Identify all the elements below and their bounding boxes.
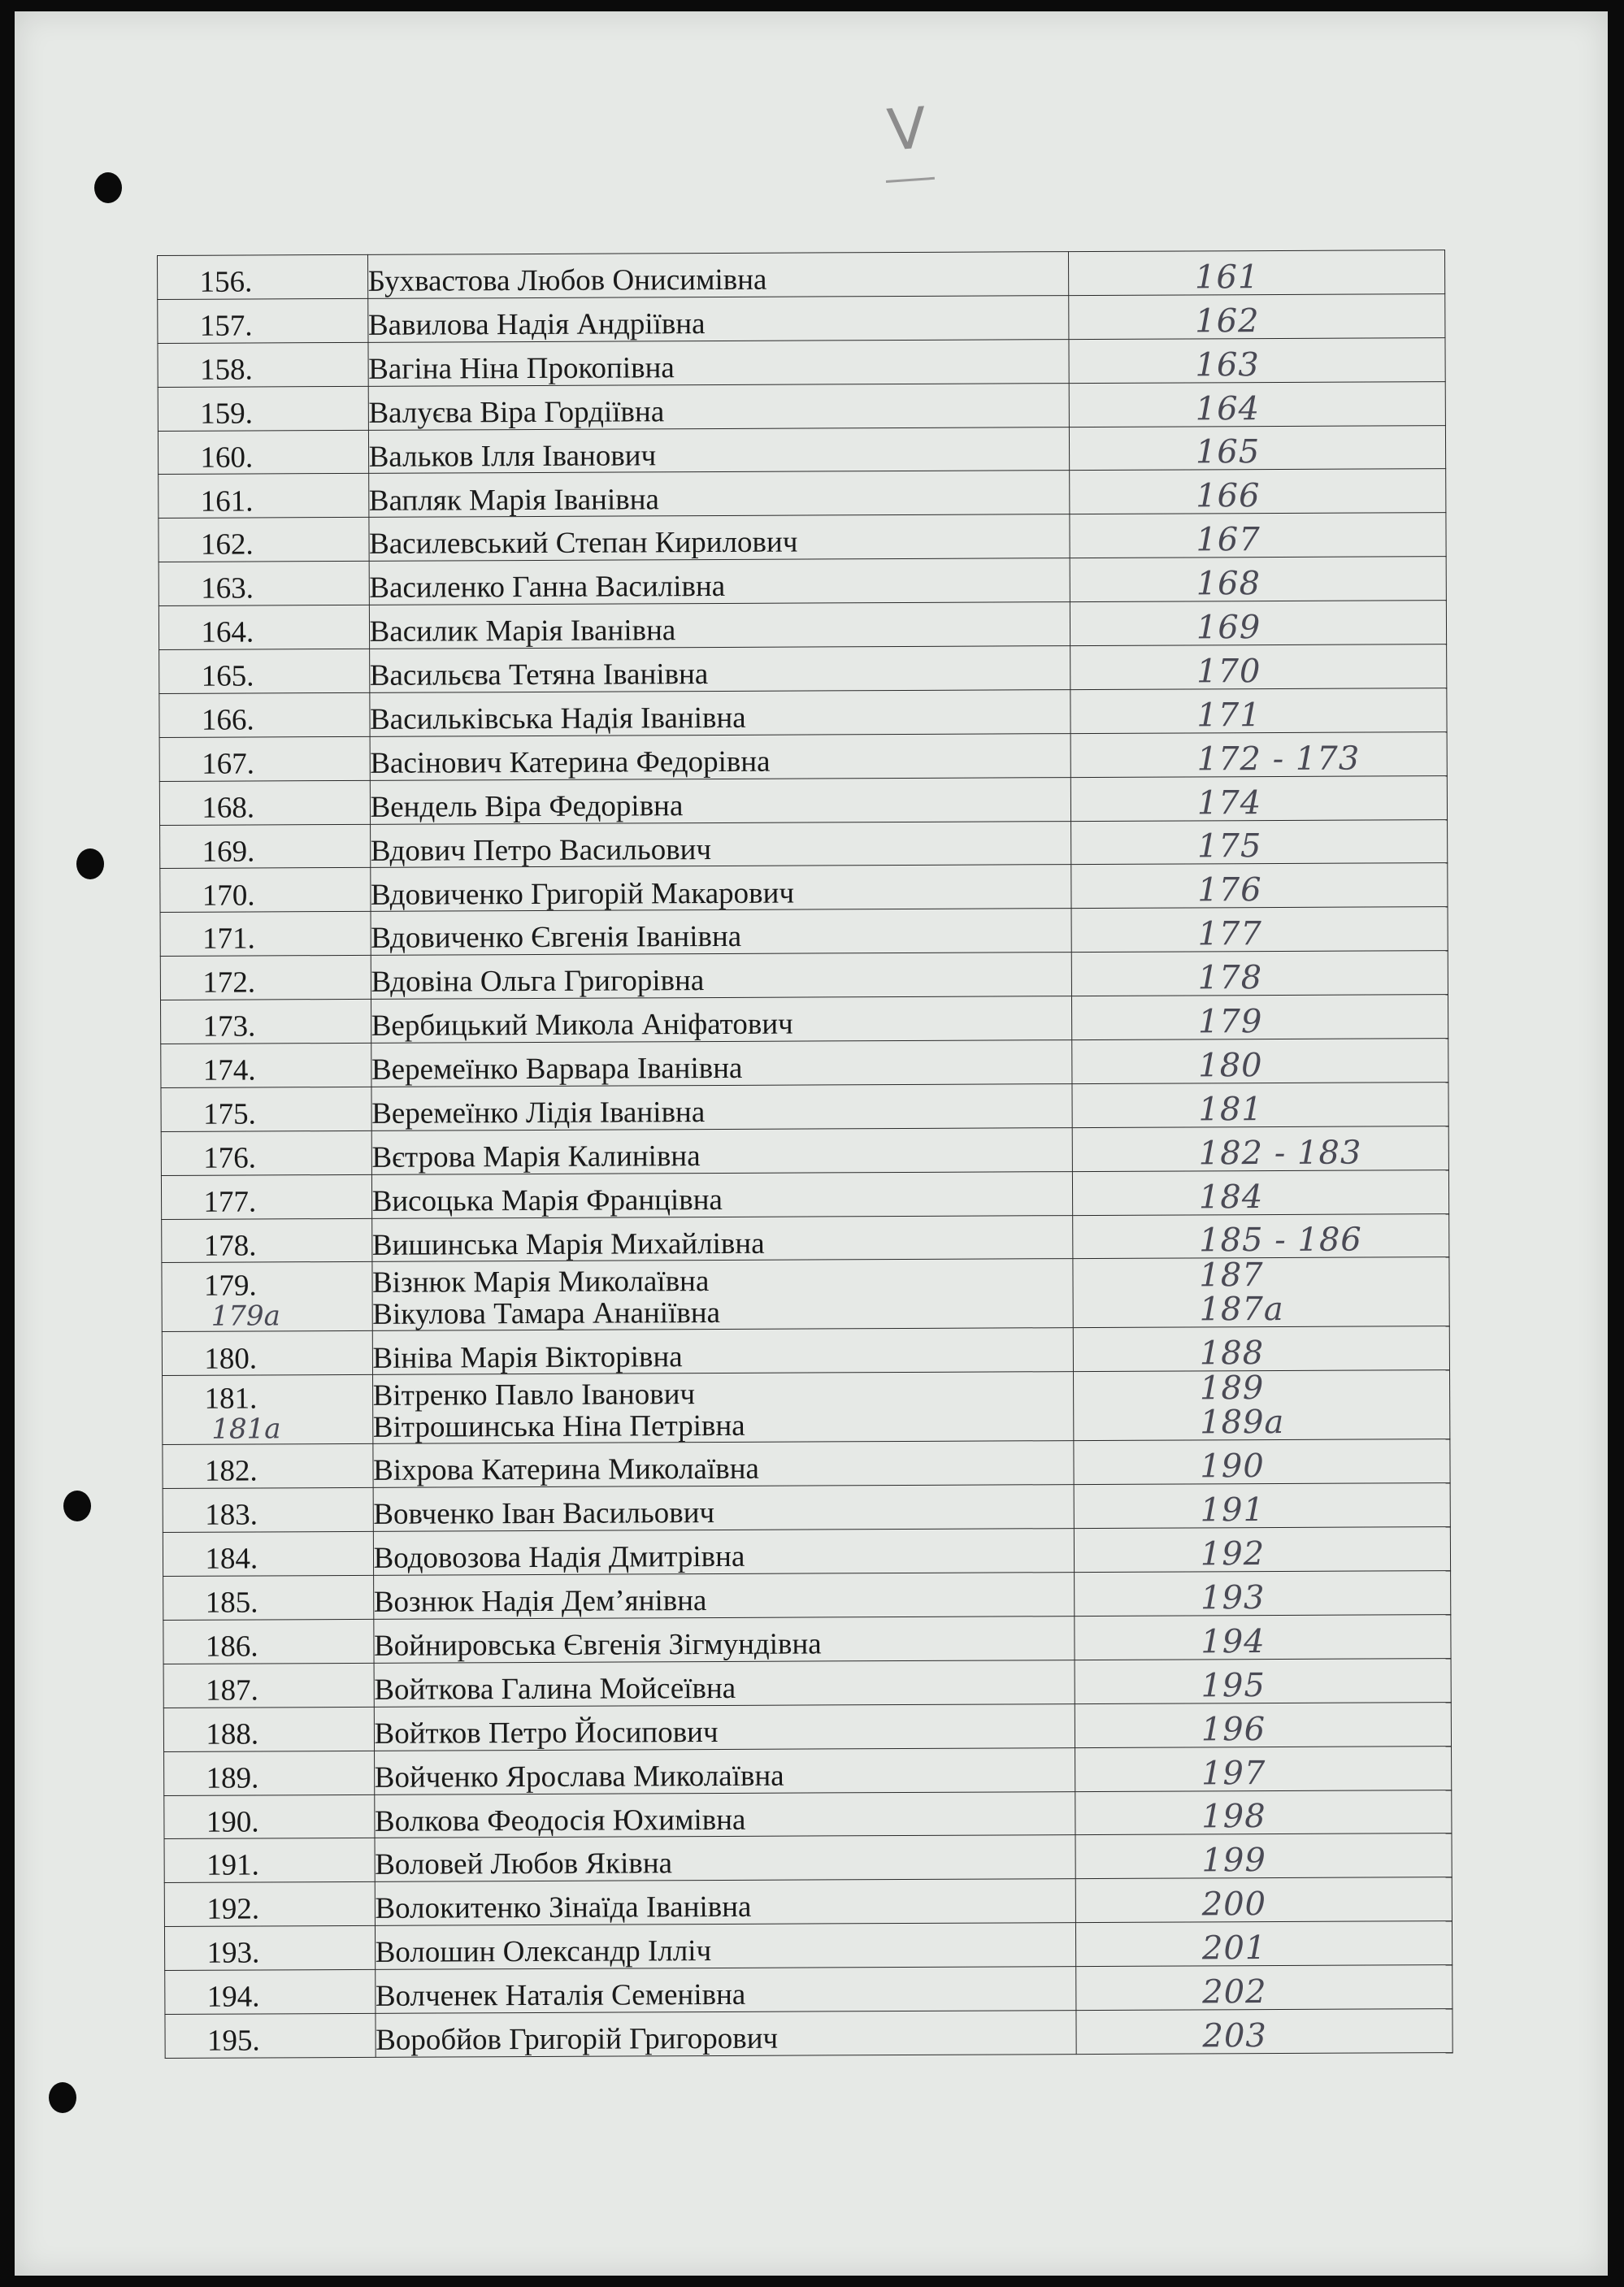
row-number-cell: [164, 1838, 375, 1883]
row-number: 170.: [202, 878, 255, 913]
person-name-cell: [369, 690, 1070, 737]
table-row: [162, 1213, 1449, 1263]
person-name-cell: [375, 1835, 1076, 1882]
row-number-cell: [161, 1130, 371, 1175]
handwritten-page-number: 193: [1200, 1579, 1266, 1617]
person-name-cell: [368, 383, 1070, 430]
handwritten-page-number: 198: [1201, 1798, 1266, 1836]
person-name: Вагіна Ніна Прокопівна: [368, 351, 675, 386]
table-row: [161, 1082, 1448, 1131]
page-number-cell: [1070, 775, 1447, 821]
table-row: [161, 1170, 1448, 1219]
table-row: [164, 1834, 1452, 1883]
names-registry-table: [157, 250, 1453, 2059]
page-number-cell: [1075, 1790, 1452, 1835]
table-row: [160, 863, 1448, 913]
page-number-cell: [1070, 688, 1447, 733]
row-number-cell: [163, 1444, 373, 1489]
page-number-cell: [1071, 907, 1448, 953]
handwritten-page-number: 162: [1195, 302, 1260, 341]
handwritten-page-number: 191: [1200, 1491, 1266, 1530]
handwritten-page-number: 202: [1202, 1973, 1267, 2011]
handwritten-page-number: 188: [1199, 1334, 1265, 1373]
row-number: 167.: [202, 747, 254, 781]
page-number-cell: [1074, 1483, 1450, 1529]
person-name: Вікулова Тамара Ананіївна: [372, 1295, 721, 1331]
handwritten-page-number: 167: [1196, 521, 1261, 559]
page-number-cell: [1074, 1527, 1450, 1573]
handwritten-page-number: 179: [1197, 1003, 1263, 1041]
person-name: Вдовіна Ольга Григорівна: [371, 964, 705, 1000]
handwritten-page-number: 172 - 173: [1196, 740, 1361, 779]
person-name-cell: [369, 646, 1070, 693]
person-name-cell: [375, 1967, 1076, 2014]
person-name-cell: [370, 733, 1071, 780]
table-row: [164, 1877, 1452, 1927]
page-number-cell: [1075, 1746, 1451, 1791]
row-number-cell: [163, 1663, 374, 1708]
row-number: 163.: [201, 571, 254, 606]
handwritten-page-number: 163: [1195, 345, 1260, 384]
person-name: Вєтрова Марія Калинівна: [371, 1139, 701, 1174]
row-number-cell: [163, 1575, 374, 1620]
row-number-cell: [162, 1331, 372, 1376]
page-number-cell: [1073, 1326, 1449, 1372]
handwritten-page-number: 189: [1199, 1369, 1265, 1408]
person-name: Бухвастова Любов Онисимівна: [367, 263, 767, 298]
table-row: [163, 1658, 1451, 1708]
person-name: Войченко Ярослава Миколаївна: [374, 1759, 784, 1794]
row-number-cell: [158, 298, 368, 343]
person-name: Василевський Степан Кирилович: [369, 525, 798, 562]
row-number-cell: [160, 956, 371, 1000]
person-name: Вдович Петро Васильович: [370, 832, 712, 868]
page-number-cell: [1073, 1213, 1449, 1259]
page-number-cell: [1074, 1439, 1450, 1485]
table-row: [163, 1527, 1450, 1577]
person-name: Воробйов Григорій Григорович: [376, 2021, 779, 2057]
handwritten-page-number: 187: [1199, 1256, 1264, 1295]
row-number: 174.: [202, 1053, 256, 1087]
row-number-cell: [163, 1488, 373, 1533]
handwritten-page-number: 169: [1196, 609, 1261, 647]
handwritten-page-number: 197: [1201, 1754, 1266, 1792]
row-number: 193.: [206, 1936, 260, 1970]
table-row: [164, 1790, 1452, 1839]
page-number-cell: [1072, 1126, 1448, 1171]
row-number: 195.: [206, 2024, 260, 2058]
handwritten-page-number: 196: [1201, 1710, 1266, 1749]
person-name: Валуєва Віра Гордіївна: [368, 394, 665, 430]
person-name-cell: [376, 2011, 1077, 2058]
person-name: Вальков Ілля Іванович: [368, 438, 657, 474]
page-number-cell: [1069, 381, 1445, 427]
person-name-cell: [371, 1259, 1073, 1331]
page-number-cell: [1070, 557, 1446, 602]
page-number-cell: [1070, 513, 1446, 558]
table-row: [158, 381, 1445, 431]
row-number: 178.: [203, 1229, 257, 1263]
row-number-cell: [165, 2013, 376, 2058]
handwritten-page-number: 184: [1198, 1178, 1264, 1217]
table-row: [163, 1615, 1451, 1664]
person-name-cell: [375, 1879, 1076, 1926]
person-name: Войнировська Євгенія Зігмундівна: [373, 1627, 822, 1663]
row-number-cell: [159, 780, 370, 825]
page-number-cell: [1075, 1921, 1452, 1967]
page-number-cell: [1072, 1039, 1448, 1084]
table-row: [159, 688, 1447, 737]
row-number: 177.: [203, 1185, 257, 1219]
row-number: 156.: [199, 265, 253, 299]
handwritten-page-number: 190: [1200, 1447, 1265, 1486]
person-name-cell: [374, 1660, 1075, 1707]
handwritten-page-number: 175: [1196, 827, 1262, 866]
row-number: 161.: [200, 484, 254, 519]
page-number-cell: [1076, 1965, 1452, 2011]
person-name: Веремеїнко Лідія Іванівна: [371, 1096, 706, 1130]
table-row: [158, 250, 1445, 300]
table-row: [165, 2009, 1452, 2059]
handwritten-page-number: 176: [1197, 871, 1262, 909]
page-number-cell: [1075, 1658, 1451, 1703]
page-number-cell: [1069, 425, 1445, 471]
page-number-cell: [1075, 1615, 1451, 1660]
row-number: 168.: [202, 791, 255, 825]
person-name: Вініва Марія Вікторівна: [372, 1339, 683, 1375]
handwritten-page-number: 185 - 186: [1199, 1222, 1362, 1260]
page-number-cell: [1071, 951, 1448, 996]
handwritten-check-mark: V: [885, 99, 931, 191]
page-number-cell: [1069, 337, 1445, 383]
row-number: 158.: [199, 353, 253, 387]
table-row: [158, 513, 1446, 562]
row-number: 166.: [201, 703, 254, 737]
person-name: Вендель Віра Федорівна: [370, 788, 684, 824]
table-row: [159, 731, 1447, 781]
row-number-cell: [164, 1751, 375, 1795]
page-number-cell: [1070, 819, 1447, 865]
row-number-cell: [164, 1882, 375, 1927]
page-number-cell: [1071, 863, 1448, 909]
handwritten-page-number: 171: [1196, 696, 1261, 735]
row-number: 159.: [200, 397, 254, 431]
table-row: [158, 469, 1446, 519]
page-number-cell: [1070, 469, 1446, 514]
table-row: [158, 337, 1445, 387]
person-name-cell: [372, 1328, 1074, 1375]
person-name-cell: [371, 909, 1072, 956]
person-name: Вітрошинська Ніна Петрівна: [372, 1408, 745, 1444]
person-name: Вербицький Микола Аніфатович: [371, 1007, 793, 1044]
row-number: 185.: [205, 1586, 258, 1620]
person-name: Василенко Ганна Василівна: [369, 570, 726, 605]
row-number: 157.: [199, 309, 253, 343]
row-number-cell: [161, 1174, 371, 1219]
handwritten-page-number: 165: [1195, 433, 1261, 471]
handwritten-page-number: 181: [1198, 1090, 1263, 1129]
person-name-cell: [369, 558, 1070, 605]
page-number-cell: [1068, 250, 1444, 296]
page-number-cell: [1069, 293, 1445, 339]
row-number: 194.: [206, 1980, 260, 2014]
row-number: 173.: [202, 1009, 256, 1044]
person-name-cell: [370, 865, 1071, 912]
person-name: Вовченко Іван Васильович: [373, 1496, 715, 1532]
row-number-cell: [163, 1375, 373, 1445]
person-name-cell: [374, 1703, 1075, 1751]
table-row: [163, 1702, 1451, 1751]
table-row: [160, 907, 1448, 957]
page-number-cell: [1070, 731, 1447, 777]
row-number-cell: [158, 254, 368, 299]
row-number-cell: [158, 518, 369, 562]
handwritten-page-number: 187а: [1199, 1291, 1284, 1329]
row-number-cell: [158, 386, 368, 431]
person-name: Вишинська Марія Михайлівна: [371, 1226, 765, 1262]
page-number-cell: [1073, 1370, 1450, 1441]
row-number: 182.: [204, 1454, 258, 1489]
person-name: Водовозова Надія Дмитрівна: [373, 1540, 745, 1576]
punch-hole: [63, 1491, 91, 1521]
person-name-cell: [373, 1573, 1075, 1620]
person-name-cell: [368, 471, 1070, 518]
row-number: 175.: [202, 1097, 256, 1131]
person-name-cell: [368, 427, 1070, 474]
page-number-cell: [1076, 2009, 1452, 2055]
row-number-cell: [160, 824, 371, 869]
person-name: Войтков Петро Йосипович: [374, 1715, 719, 1751]
row-number-cell: [158, 342, 368, 387]
page-number-cell: [1075, 1877, 1452, 1923]
person-name: Візнюк Марія Миколаївна: [371, 1264, 710, 1300]
row-number: 162.: [200, 527, 254, 562]
person-name-cell: [371, 1171, 1073, 1218]
row-number-cell: [161, 1043, 371, 1087]
row-number: 172.: [202, 966, 256, 1000]
row-number-cell: [162, 1262, 372, 1332]
row-number-cell: [159, 692, 370, 737]
person-name-cell: [369, 602, 1070, 649]
handwritten-page-number: 177: [1197, 915, 1262, 953]
person-name-cell: [372, 1441, 1074, 1488]
handwritten-page-number: 168: [1196, 565, 1261, 603]
handwritten-page-number: 182 - 183: [1198, 1134, 1362, 1173]
handwritten-page-number: 170: [1196, 652, 1261, 691]
handwritten-page-number: 174: [1196, 783, 1262, 822]
person-name: Васильківська Надія Іванівна: [369, 701, 746, 736]
handwritten-page-number: 199: [1201, 1842, 1266, 1880]
row-number-cell: [163, 1532, 373, 1577]
person-name-cell: [372, 1372, 1074, 1444]
page-number-cell: [1075, 1702, 1451, 1747]
row-number-cell: [158, 430, 368, 475]
row-number-cell: [164, 1926, 375, 1971]
punch-hole: [49, 2082, 76, 2113]
row-number: 190.: [206, 1805, 259, 1839]
row-number-cell: [158, 562, 369, 606]
row-number-cell: [158, 474, 369, 519]
person-name-cell: [367, 295, 1069, 342]
table-row: [159, 775, 1447, 825]
table-row: [158, 425, 1445, 475]
person-name-cell: [374, 1791, 1075, 1838]
row-number-cell: [165, 1969, 376, 2014]
table-row: [163, 1439, 1450, 1489]
person-name: Волошин Олександр Ілліч: [375, 1934, 712, 1970]
person-name: Віхрова Катерина Миколаївна: [373, 1452, 759, 1488]
person-name-cell: [368, 514, 1070, 562]
row-number: 188.: [206, 1717, 259, 1751]
person-name-cell: [371, 1215, 1073, 1262]
punch-hole: [94, 172, 122, 203]
handwritten-page-number: 164: [1195, 389, 1261, 427]
person-name: Васінович Катерина Федорівна: [370, 744, 771, 780]
table-row: [158, 557, 1446, 606]
page-number-cell: [1071, 995, 1448, 1040]
handwritten-page-number: 161: [1194, 258, 1260, 297]
person-name-cell: [373, 1529, 1075, 1576]
person-name: Вавилова Надія Андріївна: [367, 306, 706, 342]
person-name-cell: [371, 996, 1072, 1044]
handwritten-page-number: 166: [1196, 477, 1261, 515]
table-row: [160, 951, 1448, 1000]
handwritten-page-number: 203: [1202, 2016, 1267, 2055]
row-number: 181а: [211, 1413, 281, 1446]
person-name-cell: [371, 953, 1072, 1000]
row-number-cell: [161, 1087, 371, 1131]
row-number-cell: [160, 1000, 371, 1044]
person-name: Воловей Любов Яківна: [375, 1847, 673, 1882]
person-name-cell: [371, 1084, 1073, 1131]
table-row: [163, 1571, 1451, 1621]
page-number-cell: [1070, 644, 1446, 690]
person-name: Волченек Наталія Семенівна: [375, 1977, 746, 2013]
person-name: Вапляк Марія Іванівна: [368, 482, 659, 518]
table-row: [159, 644, 1447, 694]
table-row: [161, 1039, 1448, 1088]
page-number-cell: [1075, 1834, 1452, 1879]
page-number-cell: [1070, 601, 1446, 646]
handwritten-page-number: 200: [1201, 1886, 1267, 1924]
row-number-cell: [158, 605, 369, 649]
person-name: Веремеїнко Варвара Іванівна: [371, 1051, 743, 1087]
row-number-cell: [163, 1707, 374, 1751]
row-number: 183.: [205, 1498, 258, 1533]
handwritten-page-number: 195: [1201, 1666, 1266, 1705]
page-number-cell: [1072, 1082, 1448, 1127]
row-number-cell: [160, 912, 371, 957]
person-name: Васильєва Тетяна Іванівна: [369, 657, 709, 692]
page-number-cell: [1073, 1257, 1450, 1328]
row-number-cell: [164, 1794, 375, 1839]
table-row: [158, 293, 1445, 343]
person-name: Волкова Феодосія Юхимівна: [374, 1803, 746, 1838]
row-number: 176.: [203, 1141, 257, 1175]
person-name: Вдовиченко Григорій Макарович: [370, 876, 795, 912]
person-name-cell: [370, 821, 1071, 868]
table-row: [162, 1326, 1449, 1376]
row-number-cell: [159, 649, 370, 693]
row-number: 179.: [203, 1269, 257, 1303]
table-row: [165, 1965, 1452, 2015]
row-number: 181.: [204, 1382, 258, 1416]
person-name: Вознюк Надія Дем’янівна: [373, 1584, 707, 1619]
person-name-cell: [373, 1485, 1075, 1532]
row-number-cell: [163, 1619, 374, 1664]
row-number: 191.: [206, 1848, 259, 1883]
row-number: 169.: [202, 835, 255, 869]
row-number-cell: [160, 868, 371, 913]
table-row: [164, 1746, 1452, 1795]
handwritten-page-number: 192: [1200, 1535, 1266, 1573]
handwritten-page-number: 201: [1201, 1929, 1267, 1968]
person-name: Волокитенко Зінаїда Іванівна: [375, 1890, 752, 1926]
row-number: 164.: [201, 615, 254, 649]
row-number: 187.: [206, 1673, 258, 1708]
person-name-cell: [374, 1747, 1075, 1794]
table-row: [161, 1126, 1448, 1175]
handwritten-page-number: 178: [1197, 959, 1263, 997]
row-number: 184.: [205, 1542, 258, 1576]
page-number-cell: [1072, 1170, 1448, 1215]
row-number: 179а: [211, 1300, 280, 1333]
table-row: [158, 601, 1446, 650]
row-number: 180.: [204, 1342, 258, 1376]
table-row: [163, 1483, 1450, 1533]
person-name-cell: [373, 1617, 1075, 1664]
punch-hole: [76, 848, 104, 879]
row-number-cell: [162, 1218, 372, 1263]
row-number: 165.: [201, 659, 254, 693]
row-number: 160.: [200, 440, 254, 475]
table-row: [160, 995, 1448, 1044]
person-name-cell: [371, 1040, 1072, 1087]
person-name-cell: [370, 777, 1071, 824]
person-name-cell: [375, 1923, 1076, 1970]
person-name: Василик Марія Іванівна: [369, 614, 676, 649]
person-name: Вдовиченко Євгенія Іванівна: [371, 920, 742, 956]
row-number: 192.: [206, 1892, 260, 1927]
row-number: 186.: [205, 1630, 258, 1664]
handwritten-page-number: 180: [1198, 1046, 1263, 1085]
table-row: [164, 1921, 1452, 1971]
row-number: 171.: [202, 922, 255, 957]
row-number: 189.: [206, 1761, 259, 1795]
page-number-cell: [1074, 1571, 1450, 1617]
person-name: Висоцька Марія Францівна: [371, 1183, 723, 1218]
document-page: [15, 11, 1608, 2276]
handwritten-page-number: 194: [1201, 1622, 1266, 1661]
table-row: [162, 1257, 1449, 1332]
person-name: Вітренко Павло Іванович: [372, 1377, 696, 1413]
person-name: Войткова Галина Мойсеївна: [374, 1671, 736, 1707]
handwritten-page-number: 189а: [1200, 1404, 1285, 1442]
person-name-cell: [371, 1127, 1073, 1174]
table-row: [163, 1370, 1450, 1445]
row-number-cell: [159, 736, 370, 781]
person-name-cell: [368, 339, 1070, 386]
person-name-cell: [367, 252, 1069, 299]
table-row: [160, 819, 1448, 869]
